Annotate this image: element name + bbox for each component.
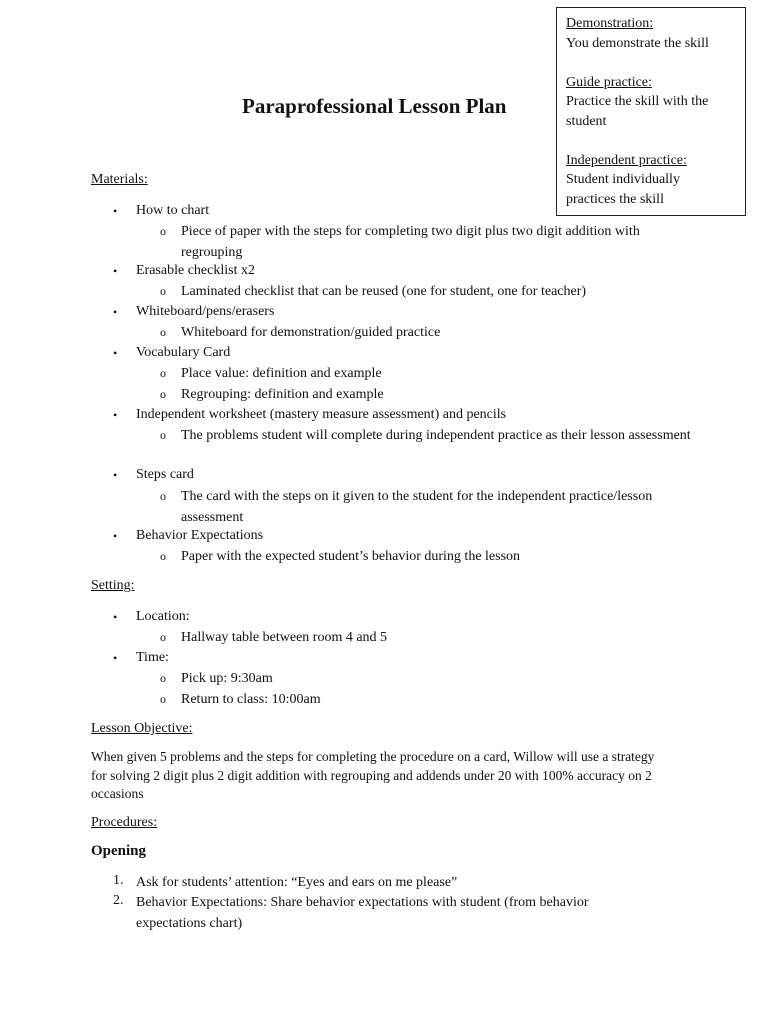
sub-mark: o bbox=[160, 428, 166, 442]
materials-subitem: The card with the steps on it given to the student for the independent practice/lesson assessment bbox=[181, 489, 653, 525]
bullet-mark: • bbox=[113, 651, 118, 665]
setting-subitem: Pick up: 9:30am bbox=[181, 671, 273, 686]
guide-practice-label: Guide practice: bbox=[566, 74, 652, 90]
bullet-mark: • bbox=[113, 305, 118, 319]
materials-item: Independent worksheet (mastery measure assessment) and pencils bbox=[136, 407, 507, 422]
step-number: 1. bbox=[113, 873, 124, 888]
bullet-mark: • bbox=[113, 346, 118, 360]
demonstration-label: Demonstration: bbox=[566, 16, 654, 31]
independent-practice-section bbox=[566, 151, 745, 210]
sub-mark: o bbox=[160, 224, 166, 238]
bullet-mark: • bbox=[113, 408, 118, 422]
materials-item: How to chart bbox=[136, 203, 210, 218]
sub-mark: o bbox=[160, 630, 166, 644]
materials-item: Vocabulary Card bbox=[136, 345, 231, 360]
materials-subitem: Paper with the expected student’s behavior during the lesson bbox=[181, 549, 521, 564]
sub-mark: o bbox=[160, 387, 166, 401]
sub-mark: o bbox=[160, 692, 166, 706]
materials-item: Whiteboard/pens/erasers bbox=[136, 304, 275, 319]
page-title: Paraprofessional Lesson Plan bbox=[242, 94, 507, 118]
independent-practice-text: Student individually practices the skill bbox=[566, 172, 680, 207]
step-number: 2. bbox=[113, 893, 124, 908]
opening-heading: Opening bbox=[91, 843, 147, 859]
materials-subitem: Whiteboard for demonstration/guided practice bbox=[181, 325, 441, 340]
setting-subitem: Hallway table between room 4 and 5 bbox=[181, 630, 388, 645]
sub-mark: o bbox=[160, 489, 166, 503]
sub-mark: o bbox=[160, 549, 166, 563]
materials-item: Steps card bbox=[136, 467, 194, 482]
setting-subitem: Return to class: 10:00am bbox=[181, 692, 321, 707]
bullet-mark: • bbox=[113, 264, 118, 278]
bullet-mark: • bbox=[113, 204, 118, 218]
guide-practice-text: Practice the skill with the student bbox=[566, 94, 709, 129]
sub-mark: o bbox=[160, 284, 166, 298]
sub-mark: o bbox=[160, 671, 166, 685]
setting-item: Time: bbox=[136, 650, 169, 665]
demonstration-section bbox=[566, 14, 745, 53]
independent-practice-label: Independent practice: bbox=[566, 152, 687, 168]
bullet-mark: • bbox=[113, 468, 118, 482]
materials-subitem: Laminated checklist that can be reused (one for student, one for teacher) bbox=[181, 284, 587, 299]
materials-item: Behavior Expectations bbox=[136, 528, 264, 543]
materials-item: Erasable checklist x2 bbox=[136, 263, 255, 278]
objective-heading: Lesson Objective: bbox=[91, 721, 193, 736]
sub-mark: o bbox=[160, 366, 166, 380]
bullet-mark: • bbox=[113, 529, 118, 543]
setting-item: Location: bbox=[136, 609, 190, 624]
sub-mark: o bbox=[160, 325, 166, 339]
setting-heading: Setting: bbox=[91, 578, 135, 593]
demonstration-text: You demonstrate the skill bbox=[566, 35, 709, 51]
materials-subitem: Regrouping: definition and example bbox=[181, 387, 384, 402]
procedure-step: Behavior Expectations: Share behavior expectations with student (from behavior expectations chart) bbox=[136, 895, 589, 931]
procedures-heading: Procedures: bbox=[91, 815, 158, 830]
materials-heading: Materials: bbox=[91, 172, 148, 187]
materials-subitem: The problems student will complete during independent practice as their lesson assessment bbox=[181, 428, 691, 443]
materials-subitem: Piece of paper with the steps for completing two digit plus two digit addition with regrouping bbox=[181, 224, 640, 260]
materials-subitem: Place value: definition and example bbox=[181, 366, 382, 381]
bullet-mark: • bbox=[113, 610, 118, 624]
procedure-step: Ask for students’ attention: “Eyes and ears on me please” bbox=[136, 875, 458, 890]
objective-text: When given 5 problems and the steps for completing the procedure on a card, Willow will use a strategy for solving 2 digit plus 2 digit addition with regrouping and addends under 20 with 100% accuracy on 2 occasions bbox=[91, 749, 655, 801]
